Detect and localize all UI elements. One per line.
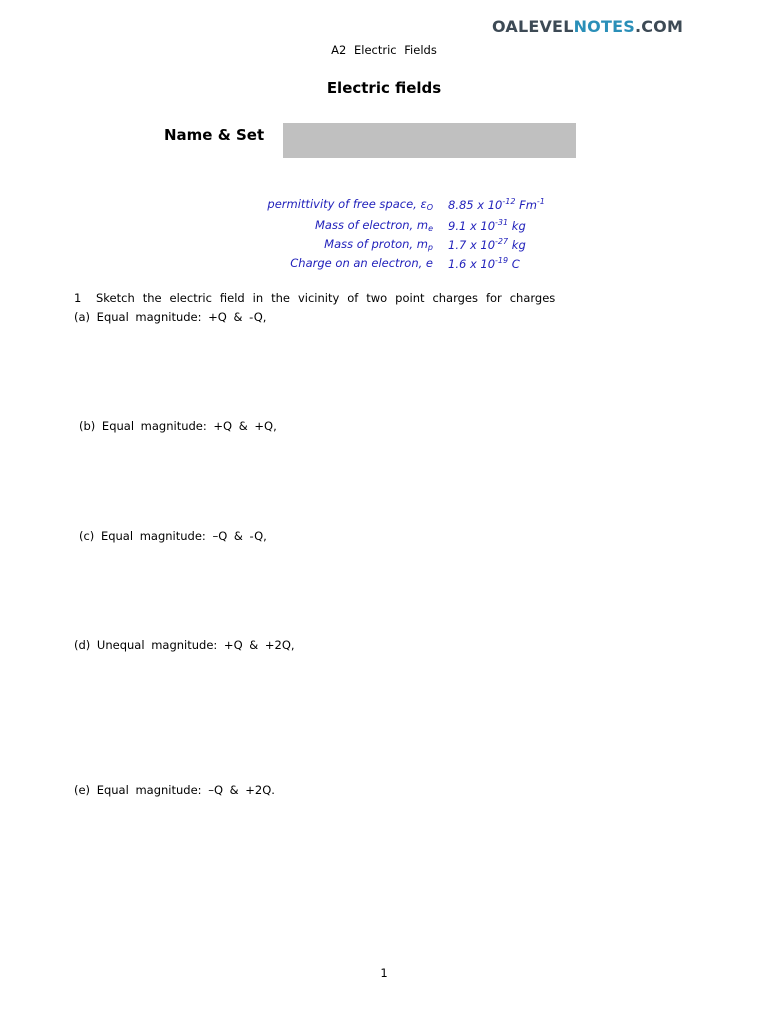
constant-label: Mass of proton, $m_p$ bbox=[324, 237, 433, 252]
logo-text-com: .COM bbox=[634, 17, 684, 36]
constant-value: 1.7 x $10^{-27}$ kg bbox=[448, 237, 526, 252]
course-header: A2 Electric Fields bbox=[331, 43, 437, 57]
page-number: 1 bbox=[380, 966, 388, 980]
question-text: Sketch the electric field in the vicinity of two point charges for charges bbox=[96, 291, 556, 305]
constant-value: 1.6 x $10^{-19}$ C bbox=[448, 256, 520, 271]
page-title: Electric fields bbox=[326, 79, 442, 97]
constant-value: 9.1 x $10^{-31}$ kg bbox=[448, 218, 526, 233]
constant-label: Charge on an electron, e bbox=[290, 256, 433, 270]
constant-value: 8.85 x $10^{-12}$ $Fm^{-1}$ bbox=[448, 197, 545, 212]
question-part-e: (e) Equal magnitude: –Q & +2Q. bbox=[74, 783, 275, 797]
logo-text-oalevel: OALEVEL bbox=[492, 17, 574, 36]
name-set-input-box[interactable] bbox=[283, 123, 576, 158]
constant-label: Mass of electron, $m_e$ bbox=[314, 218, 433, 233]
question-1 bbox=[74, 291, 556, 305]
constant-label: permittivity of free space, $\varepsilon_O$ bbox=[267, 197, 433, 212]
question-part-c: (c) Equal magnitude: –Q & -Q, bbox=[79, 529, 267, 543]
question-part-a: (a) Equal magnitude: +Q & -Q, bbox=[74, 310, 267, 324]
question-part-b: (b) Equal magnitude: +Q & +Q, bbox=[79, 419, 277, 433]
logo-text-notes: NOTES bbox=[573, 17, 635, 36]
question-number: 1 bbox=[74, 291, 82, 305]
name-set-label: Name & Set bbox=[164, 126, 265, 144]
site-logo bbox=[492, 17, 683, 36]
question-part-d: (d) Unequal magnitude: +Q & +2Q, bbox=[74, 638, 295, 652]
